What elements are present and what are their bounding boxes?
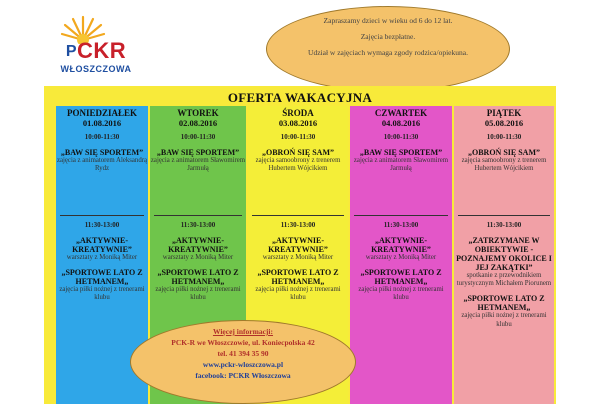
day-date: 01.08.2016 [82, 118, 122, 128]
info-banner [266, 6, 510, 92]
activity-desc: warsztaty z Moniką Miter [66, 253, 138, 261]
day-column-friday [454, 106, 554, 404]
activity-title: „BAW SIĘ SPORTEM” [60, 147, 144, 157]
day-date: 04.08.2016 [381, 118, 421, 128]
contact-heading: Więcej informacji: [212, 327, 274, 336]
logo-text: PCKR [65, 38, 127, 63]
info-age: Zapraszamy dzieci w wieku od 6 do 12 lat. [323, 16, 453, 25]
activity-desc: zajęcia piłki nożnej z trenerami klubu [255, 286, 341, 302]
time-slot: 10:00-11:30 [280, 133, 316, 141]
activity-title: „OBROŃ SIĘ SAM” [467, 147, 540, 157]
activity-title: „AKTYWNIE-KREATYWNIE” [72, 235, 132, 254]
activity-title: „SPORTOWE LATO Z HETMANEM„ [157, 268, 239, 286]
contact-phone: tel. 41 394 35 90 [217, 349, 269, 358]
activity-desc: warsztaty z Moniką Miter [365, 253, 437, 261]
activity-title: „SPORTOWE LATO Z HETMANEM„ [257, 268, 339, 286]
divider [154, 215, 242, 216]
logo-subtitle: WŁOSZCZOWA [60, 64, 132, 74]
day-date: 02.08.2016 [178, 118, 218, 128]
activity-desc: zajęcia piłki nożnej z trenerami klubu [59, 286, 145, 302]
day-name: PONIEDZIAŁEK [66, 108, 137, 118]
divider [252, 215, 344, 216]
time-slot: 10:00-11:30 [486, 133, 522, 141]
activity-desc: spotkanie z przewodnikiem turystycznym Michałem Piorunem [456, 271, 552, 287]
info-free: Zajęcia bezpłatne. [360, 32, 416, 41]
day-name: WTOREK [177, 108, 219, 118]
activity-title: „AKTYWNIE-KREATYWNIE” [168, 235, 228, 254]
time-slot: 11:30-13:00 [383, 221, 419, 229]
activity-desc: zajęcia samoobrony z trenerem Hubertem Wójcikiem [255, 156, 341, 172]
activity-title: „AKTYWNIE-KREATYWNIE” [268, 235, 328, 254]
time-slot: 10:00-11:30 [180, 133, 216, 141]
time-slot: 11:30-13:00 [280, 221, 316, 229]
activity-desc: zajęcia samoobrony z trenerem Hubertem Wójcikiem [461, 156, 547, 172]
divider [354, 215, 448, 216]
day-name: CZWARTEK [374, 108, 428, 118]
time-slot: 10:00-11:30 [383, 133, 419, 141]
page-title: OFERTA WAKACYJNA [227, 90, 373, 105]
activity-desc: zajęcia piłki nożnej z trenerami klubu [461, 312, 547, 328]
activity-title: „AKTYWNIE-KREATYWNIE” [371, 235, 431, 254]
time-slot: 11:30-13:00 [180, 221, 216, 229]
activity-title: „ZATRZYMANE W OBIEKTYWIE - POZNAJEMY OKOLICE I JEJ ZAKĄTKI” [456, 235, 552, 272]
contact-address: PCK-R we Włoszczowie, ul. Koniecpolska 42 [171, 338, 315, 347]
contact-website-link[interactable]: www.pckr-wloszczowa.pl [202, 360, 284, 369]
time-slot: 10:00-11:30 [84, 133, 120, 141]
activity-title: „OBROŃ SIĘ SAM” [261, 147, 334, 157]
time-slot: 11:30-13:00 [486, 221, 522, 229]
activity-desc: zajęcia piłki nożnej z trenerami klubu [358, 286, 444, 302]
divider [60, 215, 144, 216]
pckr-logo [46, 14, 146, 78]
time-slot: 11:30-13:00 [84, 221, 120, 229]
activity-title: „BAW SIĘ SPORTEM” [156, 147, 240, 157]
activity-desc: zajęcia z animatorem Aleksandrą Rydz [56, 156, 147, 172]
activity-title: „SPORTOWE LATO Z HETMANEM„ [463, 294, 545, 313]
activity-desc: zajęcia z animatorem Sławomirem Jarmułą [150, 156, 246, 172]
day-date: 05.08.2016 [484, 118, 524, 128]
activity-desc: zajęcia z animatorem Sławomirem Jarmułą [353, 156, 449, 172]
activity-title: „SPORTOWE LATO Z HETMANEM„ [61, 268, 143, 286]
day-name: PIĄTEK [486, 108, 522, 118]
activity-desc: warsztaty z Moniką Miter [262, 253, 334, 261]
activity-title: „BAW SIĘ SPORTEM” [359, 147, 443, 157]
day-date: 03.08.2016 [278, 118, 318, 128]
day-column-thursday [350, 106, 452, 404]
activity-title: „SPORTOWE LATO Z HETMANEM„ [360, 268, 442, 286]
info-consent: Udział w zajęciach wymaga zgody rodzica/opiekuna. [308, 48, 468, 57]
contact-facebook-link[interactable]: facebook: PCKR Włoszczowa [195, 371, 291, 380]
contact-info [130, 320, 356, 404]
divider [458, 215, 550, 216]
day-name: ŚRODA [282, 108, 314, 118]
activity-desc: warsztaty z Moniką Miter [162, 253, 234, 261]
activity-desc: zajęcia piłki nożnej z trenerami klubu [155, 286, 241, 302]
